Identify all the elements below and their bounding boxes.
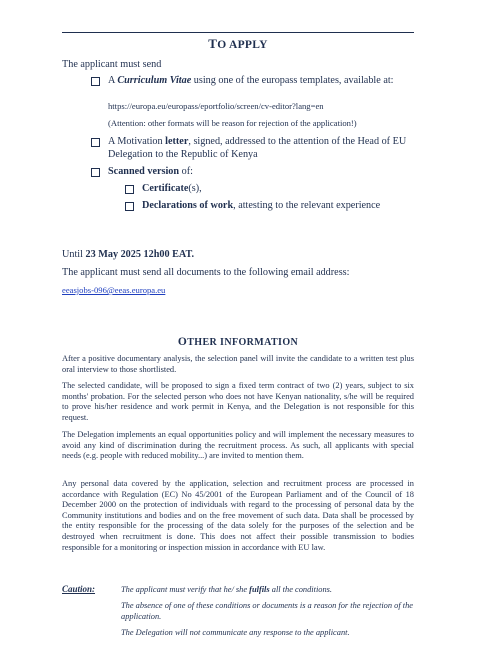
to-apply-heading: TO APPLY: [208, 36, 268, 51]
email-link[interactable]: eeasjobs-096@eeas.europa.eu: [62, 285, 166, 295]
checkbox-icon: [125, 185, 134, 194]
send-instructions: The applicant must send all documents to the following email address:: [62, 267, 350, 278]
caution-label: Caution:: [62, 584, 96, 594]
caution-line-2: The absence of one of these conditions or documents is a reason for the rejection of the application.: [121, 601, 413, 621]
format-note: (Attention: other formats will be reason for rejection of the application!): [108, 118, 357, 128]
europass-url[interactable]: https://europa.eu/europass/eportfolio/screen/cv-editor?lang=en: [108, 101, 324, 111]
apply-intro: The applicant must send: [62, 59, 162, 70]
paragraph-contract: The selected candidate, will be proposed to sign a fixed term contract of two (2) years, subject to six months' probation. For the selected person who does not have Kenyan nationality, s/he will be required to prove his/her residence and work permit in Kenya, and the Delegation is not responsible for this request.: [62, 381, 414, 422]
caution-line-1: The applicant must verify that he/ she fulfils all the conditions.: [121, 585, 332, 594]
item-motivation-letter: A Motivation letter, signed, addressed to the attention of the Head of EU Delegation to the Republic of Kenya: [108, 136, 407, 160]
sub-declarations: Declarations of work, attesting to the relevant experience: [142, 200, 381, 211]
item-cv: A Curriculum Vitae using one of the europass templates, available at:: [108, 75, 394, 86]
paragraph-personal-data: Any personal data covered by the application, selection and recruitment process are processed in accordance with Regulation (EC) No 45/2001 of the European Parliament and of the Council of 18 December 2000 on the protection of individuals with regard to the processing of personal data by the Community institutions and bodies and on the free movement of such data. Data shall be processed by the entity responsible for the processing of the data solely for the purposes of the selection and be destroyed when recruitment is done. This does not affect their possible transmission to bodies responsible for a monitoring or inspection mission in accordance with EU law.: [62, 479, 414, 552]
other-information-heading: OTHER INFORMATION: [177, 336, 299, 348]
caution-line-3: The Delegation will not communicate any response to the applicant.: [121, 628, 350, 637]
checkbox-icon: [91, 168, 100, 177]
checkbox-icon: [91, 138, 100, 147]
paragraph-equal-opportunities: The Delegation implements an equal opportunities policy and will implement the necessary measures to avoid any kind of discrimination during the recruitment process. As such, all applicants with special needs (e.g. people with reduced mobility...) are invited to mention them.: [62, 430, 414, 461]
sub-certificate: Certificate(s),: [142, 183, 202, 194]
checkbox-icon: [91, 77, 100, 86]
top-rule: [62, 32, 414, 33]
checkbox-icon: [125, 202, 134, 211]
paragraph-selection: After a positive documentary analysis, the selection panel will invite the candidate to a written test plus oral interview to those shortlisted.: [62, 354, 414, 374]
item-scanned: Scanned version of:: [108, 166, 193, 177]
deadline: Until 23 May 2025 12h00 EAT.: [62, 249, 195, 260]
